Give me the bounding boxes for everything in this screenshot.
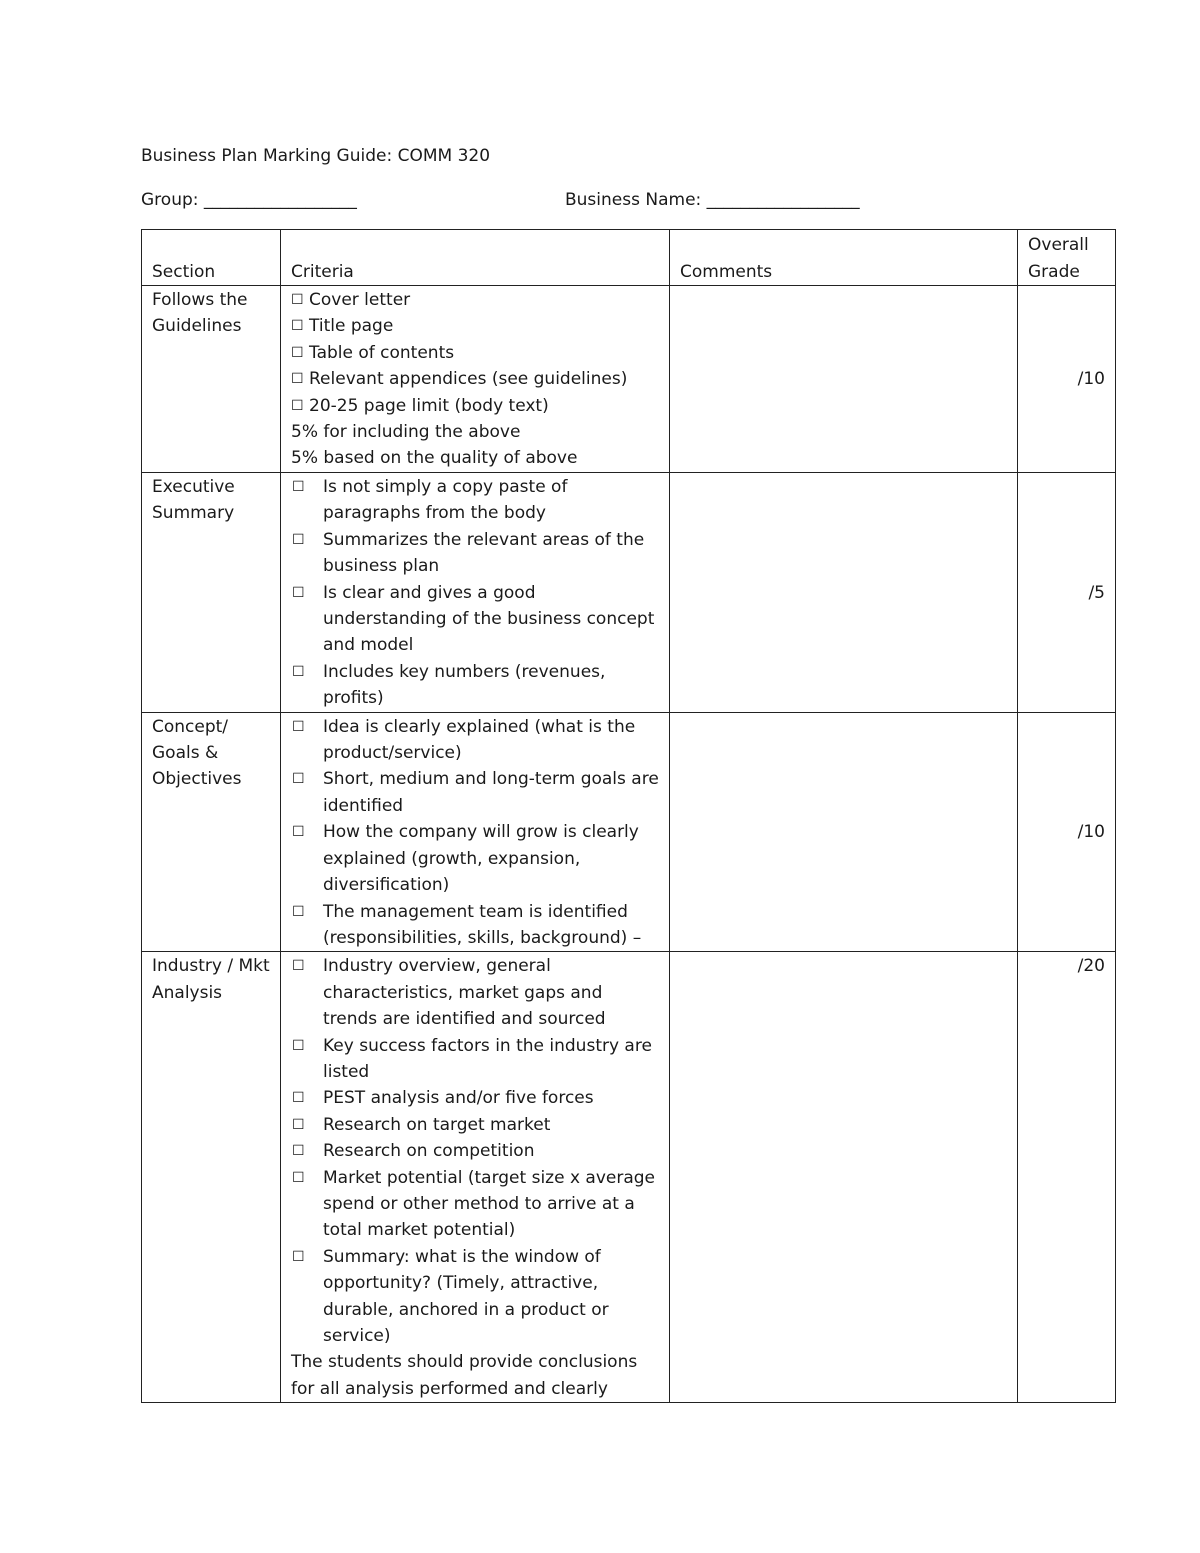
checkbox-icon: ☐ [291,292,304,308]
comments-cell[interactable] [670,286,1018,473]
checkbox-icon: ☐ [292,771,305,788]
header-fields [141,188,1121,212]
checkbox-icon: ☐ [291,318,304,335]
criteria-text: Is clear and gives a good understanding of the business concept and model [323,582,655,656]
criteria-text: Cover letter [309,290,411,310]
criteria-text: The management team is identified (responsibilities, skills, background) – [323,901,642,948]
criteria-item [291,1112,659,1138]
criteria-text: Research on competition [323,1141,535,1162]
checkbox-icon: ☐ [292,1169,305,1186]
criteria-item [291,714,659,767]
criteria-cell [281,286,670,473]
checkbox-icon: ☐ [292,479,305,495]
grade-cell: /5 [1018,473,1116,713]
section-cell: Industry / Mkt Analysis [142,952,281,1403]
criteria-item [291,580,659,659]
criteria-item [291,474,659,527]
grade-cell: /20 [1018,952,1116,1403]
criteria-text: Market potential (target size x average spend or other method to arrive at a total market potential) [323,1167,656,1241]
checkbox-icon: ☐ [292,824,305,841]
criteria-note: 5% for including the above [291,422,521,443]
criteria-item [291,287,659,313]
comments-cell[interactable] [670,712,1018,952]
criteria-text: How the company will grow is clearly explained (growth, expansion, diversification) [323,822,639,896]
comments-cell[interactable] [670,952,1018,1403]
criteria-item [291,659,659,712]
criteria-text: Table of contents [309,342,455,363]
criteria-text: Is not simply a copy paste of paragraphs from the body [323,477,568,524]
criteria-cell [281,473,670,713]
checkbox-icon: ☐ [292,718,305,735]
section-cell: Concept/ Goals & Objectives [142,712,281,952]
checkbox-icon: ☐ [292,958,305,975]
header-criteria: Criteria [281,230,670,286]
criteria-note: The students should provide conclusions for all analysis performed and clearly [291,1352,638,1399]
criteria-cell [281,712,670,952]
business-name-field: Business Name: __________________ [565,190,860,210]
criteria-text: Title page [309,316,394,337]
checkbox-icon: ☐ [292,1143,305,1160]
checkbox-icon: ☐ [291,397,304,414]
grade-cell: /10 [1018,712,1116,952]
section-cell: Follows the Guidelines [142,286,281,473]
criteria-item [291,366,659,392]
criteria-item [291,313,659,339]
checkbox-icon: ☐ [292,584,305,601]
checkbox-icon: ☐ [291,371,304,388]
criteria-text: Relevant appendices (see guidelines) [309,369,628,390]
group-field: Group: __________________ [141,190,357,210]
criteria-text: PEST analysis and/or five forces [323,1088,594,1109]
marking-guide-table [141,229,1116,1403]
criteria-item [291,1138,659,1164]
criteria-text: Summary: what is the window of opportunity? (Timely, attractive, durable, anchored in a product or service) [323,1246,609,1346]
checkbox-icon: ☐ [292,903,305,920]
criteria-cell [281,952,670,1403]
table-row [142,473,1116,713]
section-cell: Executive Summary [142,473,281,713]
criteria-item [291,1165,659,1244]
checkbox-icon: ☐ [292,1037,305,1054]
criteria-item [291,527,659,580]
criteria-item [291,819,659,898]
criteria-item [291,899,659,952]
checkbox-icon: ☐ [292,1090,305,1107]
checkbox-icon: ☐ [292,663,305,680]
checkbox-icon: ☐ [292,531,305,548]
table-row [142,952,1116,1403]
criteria-item [291,953,659,1032]
criteria-text: Summarizes the relevant areas of the business plan [323,529,645,577]
criteria-item [291,1085,659,1111]
criteria-item [291,340,659,366]
header-comments: Comments [670,230,1018,286]
table-row [142,286,1116,473]
criteria-text: Research on target market [323,1114,551,1135]
criteria-note: 5% based on the quality of above [291,448,578,469]
table-row [142,712,1116,952]
checkbox-icon: ☐ [292,1248,305,1265]
criteria-text: Includes key numbers (revenues, profits) [323,661,606,709]
criteria-text: Industry overview, general characteristics, market gaps and trends are identified and sourced [323,956,606,1030]
criteria-item [291,1033,659,1086]
criteria-text: Idea is clearly explained (what is the product/service) [323,716,636,764]
criteria-item [291,393,659,419]
criteria-item [291,1244,659,1350]
checkbox-icon: ☐ [291,344,304,361]
criteria-text: 20-25 page limit (body text) [309,395,549,416]
checkbox-icon: ☐ [292,1116,305,1133]
header-grade: Overall Grade [1018,230,1116,286]
comments-cell[interactable] [670,473,1018,713]
criteria-text: Short, medium and long-term goals are identified [323,769,659,816]
table-header-row [142,230,1116,286]
grade-cell: /10 [1018,286,1116,473]
document-title: Business Plan Marking Guide: COMM 320 [141,146,491,166]
criteria-text: Key success factors in the industry are listed [323,1035,652,1082]
header-section: Section [142,230,281,286]
criteria-item [291,766,659,819]
